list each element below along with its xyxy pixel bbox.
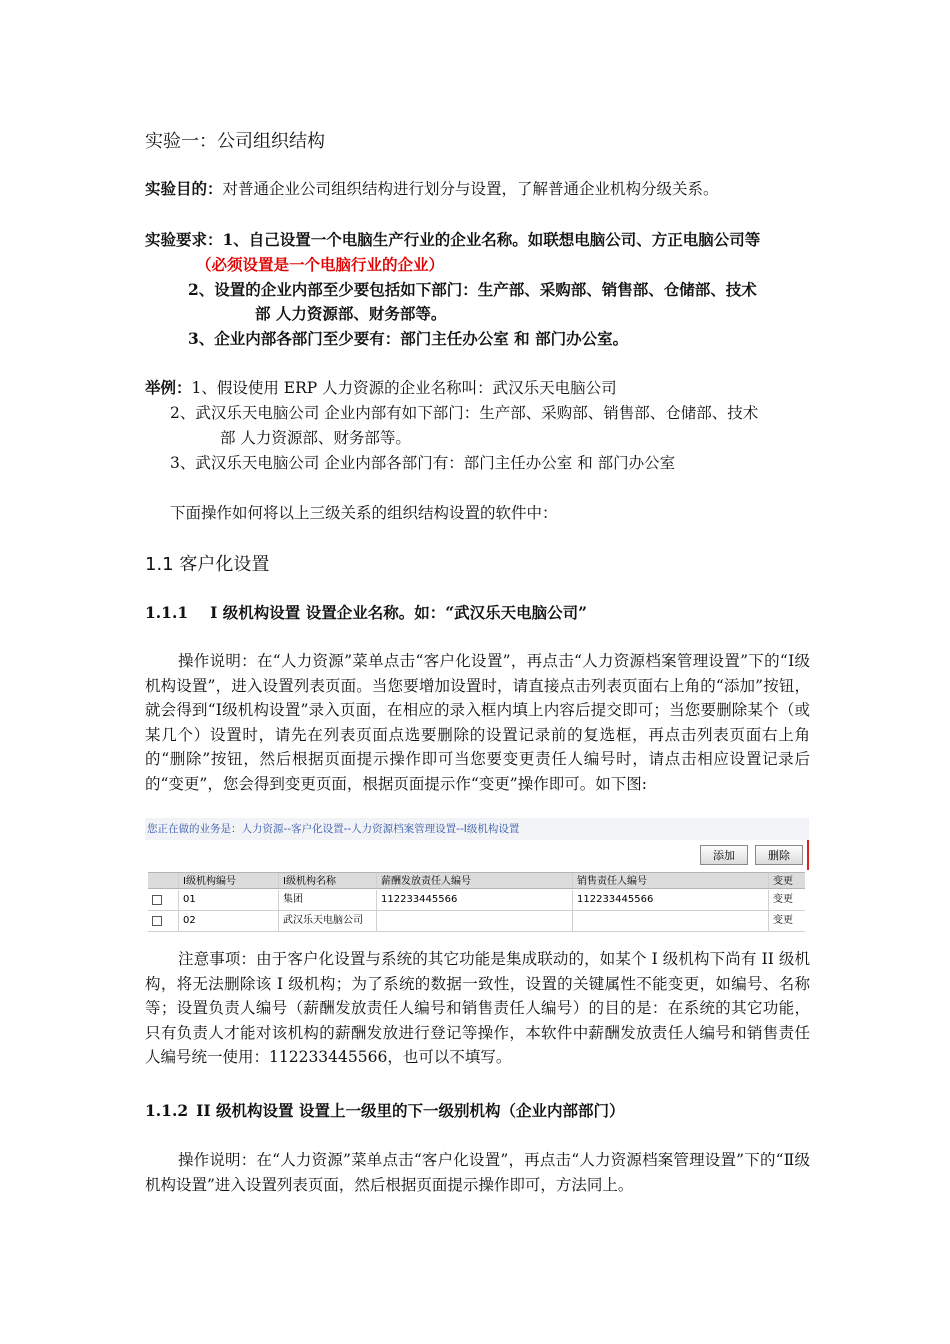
requirement-1: 1、自己设置一个电脑生产行业的企业名称。如联想电脑公司、方正电脑公司等 [222,230,761,249]
page-heading: 实验一：公司组织结构 [145,131,325,152]
cell-name: 武汉乐天电脑公司 [278,911,376,931]
example-1: 1、假设使用 ERP 人力资源的企业名称叫：武汉乐天电脑公司 [191,379,617,397]
operation-instructions-2: 操作说明：在“人力资源”菜单点击“客户化设置”，再点击“人力资源档案管理设置”下的“Ⅱ级机构设置”进入设置列表页面，然后根据页面提示操作即可，方法同上。 [145,1151,810,1194]
subsection-number: 1.1.1 [145,603,189,622]
section-heading-1-1: 1.1 客户化设置 [145,554,270,575]
requirement-2-line-1: 2、设置的企业内部至少要包括如下部门：生产部、采购部、销售部、仓储部、技术 [188,280,757,299]
column-header: 销售责任人编号 [572,873,768,888]
requirement-1-note: （必须设置是一个电脑行业的企业） [196,255,445,274]
subsection-number: 1.1.2 [145,1101,189,1120]
cell-name: 集团 [278,890,376,910]
change-link[interactable]: 变更 [768,890,805,910]
note-paragraph: 注意事项：由于客户化设置与系统的其它功能是集成联动的，如某个 I 级机构下尚有 II 级机构，将无法删除该 I 级机构；为了系统的数据一致性，设置的关键属性不能变更，如编号、名称等；设置负责人编号（薪酬发放责任人编号和销售责任人编号）的目的是：在系统的其它功能，只有负责人才能对该机构的薪酬发放进行登记等操作，本软件中薪酬发放责任人编号和销售责任人编号统一使用：112233445566，也可以不填写。 [145,950,810,1067]
subsection-heading-1-1-2 [145,1099,624,1121]
subsection-title: I 级机构设置 设置企业名称。如：“武汉乐天电脑公司” [210,603,588,622]
cell-sales-id: 112233445566 [572,890,768,910]
requirement-3: 3、企业内部各部门至少要有：部门主任办公室 和 部门办公室。 [188,329,629,348]
row-checkbox[interactable] [152,895,162,905]
table-row [148,890,805,911]
requirements-label: 实验要求： [145,230,223,249]
example-label: 举例： [145,378,192,397]
delete-button[interactable]: 删除 [755,845,803,865]
cell-pay-id: 112233445566 [376,890,572,910]
example-2-line-1: 2、武汉乐天电脑公司 企业内部有如下部门：生产部、采购部、销售部、仓储部、技术 [170,404,759,422]
cell-code: 02 [178,911,278,931]
example-2-line-2: 部 人力资源部、财务部等。 [220,429,411,447]
operation-instructions-1: 操作说明：在“人力资源”菜单点击“客户化设置”，再点击“人力资源档案管理设置”下的“Ⅰ级机构设置”，进入设置列表页面。当您要增加设置时，请直接点击列表页面右上角的“添加”按钮，就会得到“Ⅰ级机构设置”录入页面，在相应的录入框内填上内容后提交即可；当您要删除某个（或某几个）设置时，请先在列表页面点选要删除的设置记录前的复选框，再点击列表页面右上角的“删除”按钮，然后根据页面提示操作即可当您要变更责任人编号时，请点击相应设置记录后的“变更”，您会得到变更页面，根据页面提示作“变更”操作即可。如下图: [145,652,810,793]
subsection-heading-1-1-1 [145,601,587,623]
example-line-1 [145,376,617,398]
table-header [148,872,805,889]
add-button[interactable]: 添加 [700,845,748,865]
purpose-label: 实验目的： [145,179,223,198]
purpose-line [145,177,719,199]
purpose-text: 对普通企业公司组织结构进行划分与设置，了解普通企业机构分级关系。 [222,180,719,198]
column-header: I级机构编号 [178,873,278,888]
cell-sales-id [572,911,768,931]
column-header: 薪酬发放责任人编号 [376,873,572,888]
breadcrumb: 您正在做的业务是：人力资源--客户化设置--人力资源档案管理设置--I级机构设置 [145,818,809,840]
example-3: 3、武汉乐天电脑公司 企业内部各部门有：部门主任办公室 和 部门办公室 [170,454,676,472]
cell-pay-id [376,911,572,931]
requirement-2-line-2: 部 人力资源部、财务部等。 [255,304,447,323]
embedded-screenshot [145,818,809,936]
change-link[interactable]: 变更 [768,911,805,931]
cell-code: 01 [178,890,278,910]
column-header: 变更 [768,873,805,888]
row-checkbox[interactable] [152,916,162,926]
table-row [148,911,805,932]
subsection-title: II 级机构设置 设置上一级里的下一级别机构（企业内部部门） [196,1101,625,1120]
column-header: I级机构名称 [278,873,376,888]
requirements-line-1 [145,228,760,250]
intro-text: 下面操作如何将以上三级关系的组织结构设置的软件中： [170,504,558,522]
red-marker [807,840,809,870]
